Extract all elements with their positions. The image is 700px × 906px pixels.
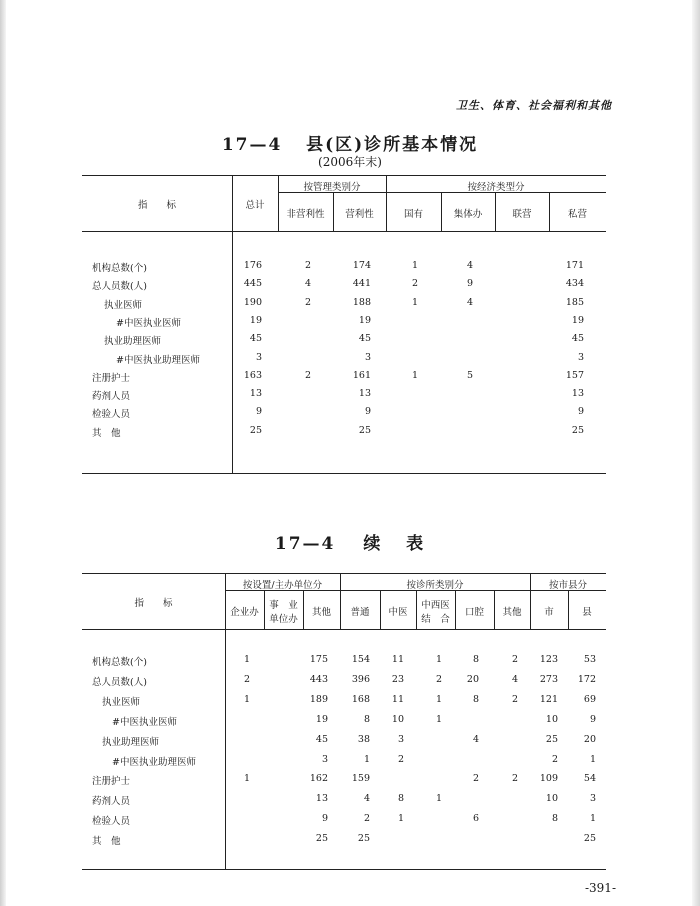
table2-header-general: 普通 xyxy=(350,607,370,618)
table1-vline xyxy=(441,192,442,231)
table-cell: 1 xyxy=(435,693,442,705)
row-label: 机构总数(个) xyxy=(92,263,147,274)
table-cell: 4 xyxy=(363,793,370,805)
table-cell: 441 xyxy=(352,278,371,290)
row-label: 机构总数(个) xyxy=(92,657,147,668)
table-cell: 25 xyxy=(545,733,558,745)
table-cell: 168 xyxy=(351,693,370,705)
table-cell: 1 xyxy=(243,654,250,665)
table-cell: 109 xyxy=(539,773,558,785)
table1-subtitle: (2006年末) xyxy=(318,155,382,169)
table-cell: 20 xyxy=(466,673,479,685)
table1-header-total: 总计 xyxy=(245,200,265,211)
table2-vline xyxy=(303,590,304,629)
table-cell: 123 xyxy=(539,654,558,665)
table-cell: 11 xyxy=(391,693,404,705)
table2-header-integrated-2: 结 合 xyxy=(421,614,450,625)
table-cell: 162 xyxy=(309,773,328,785)
table2-vline xyxy=(455,590,456,629)
table2-header-tcm: 中医 xyxy=(388,607,408,618)
table-cell: 4 xyxy=(472,733,479,745)
row-label: #中医执业助理医师 xyxy=(112,756,196,768)
table-cell: 9 xyxy=(321,813,328,825)
table-cell: 2 xyxy=(511,773,518,785)
table1-vline xyxy=(386,175,387,231)
running-header: 卫生、体育、社会福利和其他 xyxy=(456,99,612,112)
table1-header-nonprofit: 非营利性 xyxy=(286,209,325,220)
row-label: #中医执业医师 xyxy=(112,716,177,728)
table-cell: 3 xyxy=(364,351,371,363)
table1-header-profit: 营利性 xyxy=(345,209,374,220)
row-label: 执业助理医师 xyxy=(102,736,160,748)
table-cell: 185 xyxy=(565,296,584,308)
table-cell: 174 xyxy=(352,260,371,271)
table-cell: 38 xyxy=(357,733,370,745)
table-cell: 45 xyxy=(249,333,262,345)
row-label: 注册护士 xyxy=(92,372,131,384)
table2-title-text-2: 表 xyxy=(406,534,426,554)
table2-title-text-1: 续 xyxy=(363,534,383,554)
table-cell: 25 xyxy=(357,833,370,845)
table1-group-rule xyxy=(278,192,606,193)
table1-header-private: 私营 xyxy=(567,209,587,220)
table2-vline xyxy=(264,590,265,629)
table-cell: 69 xyxy=(583,693,596,705)
table-cell: 175 xyxy=(309,654,328,665)
table2-vline xyxy=(340,573,341,629)
table1-vline xyxy=(549,192,550,231)
table-cell: 1 xyxy=(589,813,596,825)
table1-vline xyxy=(495,192,496,231)
table1-vline xyxy=(278,175,279,231)
table1-title-text: 县(区)诊所基本情况 xyxy=(306,135,479,155)
table-cell: 19 xyxy=(315,713,328,725)
table-cell: 396 xyxy=(351,673,370,685)
table-cell: 2 xyxy=(472,773,479,785)
table-cell: 1 xyxy=(243,693,250,705)
table-cell: 8 xyxy=(397,793,404,805)
table-cell: 5 xyxy=(466,369,473,381)
table2-header-institution-1: 事 业 xyxy=(269,600,298,611)
table1-title-number: 17—4 xyxy=(221,135,283,155)
table-cell: 2 xyxy=(411,278,418,290)
table1-header-group-mgmt: 按管理类别分 xyxy=(303,182,361,193)
row-label: 执业助理医师 xyxy=(104,336,162,348)
table2-vline xyxy=(568,590,569,629)
table1-header-collective: 集体办 xyxy=(453,209,483,220)
table-cell: 23 xyxy=(391,673,404,685)
row-label: #中医执业医师 xyxy=(116,317,181,329)
table-cell: 121 xyxy=(539,693,558,705)
table-cell: 2 xyxy=(397,753,404,765)
table1-vline xyxy=(333,192,334,231)
row-label: 注册护士 xyxy=(92,776,131,788)
table-cell: 1 xyxy=(435,654,442,665)
table-cell: 3 xyxy=(397,733,404,745)
table-cell: 159 xyxy=(351,773,370,785)
table-cell: 2 xyxy=(511,654,518,665)
table-cell: 2 xyxy=(435,673,442,685)
table2-vline xyxy=(416,590,417,629)
table-cell: 1 xyxy=(589,753,596,765)
table-cell: 2 xyxy=(551,753,558,765)
table-cell: 1 xyxy=(363,753,370,765)
table-cell: 20 xyxy=(583,733,596,745)
row-label: 总人员数(人) xyxy=(92,676,147,688)
table2-vline xyxy=(494,590,495,629)
table-cell: 25 xyxy=(249,424,262,436)
table-cell: 2 xyxy=(511,693,518,705)
table-cell: 189 xyxy=(309,693,328,705)
table-cell: 8 xyxy=(472,693,479,705)
table-cell: 9 xyxy=(589,713,596,725)
table-cell: 161 xyxy=(352,369,371,381)
table2-header-other-type: 其他 xyxy=(502,607,522,618)
table-cell: 25 xyxy=(358,424,371,436)
table2-header-group-setup: 按设置/主办单位分 xyxy=(242,580,323,591)
table-cell: 9 xyxy=(364,406,371,418)
table-cell: 171 xyxy=(565,260,584,271)
table2-title xyxy=(0,529,700,554)
row-label: 其 他 xyxy=(92,836,121,848)
table2-vline xyxy=(225,573,226,869)
table-cell: 3 xyxy=(589,793,596,805)
table2-bottom-rule xyxy=(82,869,606,870)
table-cell: 2 xyxy=(304,260,311,271)
page-number: -391- xyxy=(584,881,616,895)
table-cell: 25 xyxy=(571,424,584,436)
table-cell: 4 xyxy=(466,260,473,271)
table-cell: 4 xyxy=(511,673,518,685)
row-label: 检验人员 xyxy=(92,816,131,828)
table-cell: 1 xyxy=(411,260,418,271)
table-cell: 157 xyxy=(565,369,584,381)
row-label: 药剂人员 xyxy=(92,796,131,808)
table-cell: 25 xyxy=(315,833,328,845)
table-cell: 11 xyxy=(391,654,404,665)
table-cell: 3 xyxy=(321,753,328,765)
table2-header-other-setup: 其他 xyxy=(311,607,331,618)
row-label: 检验人员 xyxy=(92,409,131,421)
table2-top-rule xyxy=(82,573,606,574)
table-cell: 434 xyxy=(565,278,584,290)
table-cell: 9 xyxy=(577,406,584,418)
table-cell: 3 xyxy=(255,351,262,363)
table2-header-indicator: 指 标 xyxy=(134,598,173,609)
table1-bottom-rule xyxy=(82,473,606,474)
table1-title xyxy=(0,130,700,155)
table-cell: 8 xyxy=(551,813,558,825)
table-cell: 445 xyxy=(243,278,262,290)
table-cell: 9 xyxy=(255,406,262,418)
table-cell: 4 xyxy=(304,278,311,290)
table-cell: 1 xyxy=(397,813,404,825)
table-cell: 45 xyxy=(571,333,584,345)
table1-header-group-econ: 按经济类型分 xyxy=(467,182,525,193)
table-cell: 53 xyxy=(583,654,596,665)
row-label: 总人员数(人) xyxy=(92,281,147,293)
table1-header-state: 国有 xyxy=(403,209,423,220)
table2-header-enterprise: 企业办 xyxy=(230,607,259,618)
table-cell: 45 xyxy=(315,733,328,745)
table1-header-indicator: 指 标 xyxy=(137,200,176,211)
table-cell: 25 xyxy=(583,833,596,845)
row-label: 执业医师 xyxy=(102,696,141,708)
table-cell: 2 xyxy=(304,296,311,308)
table-cell: 10 xyxy=(391,713,404,725)
table-cell: 13 xyxy=(358,388,371,400)
table-cell: 8 xyxy=(363,713,370,725)
table-cell: 8 xyxy=(472,654,479,665)
table2-header-group-city: 按市县分 xyxy=(548,580,587,591)
table2-group-rule xyxy=(225,590,606,591)
table2-header-rule xyxy=(82,629,606,630)
table-cell: 190 xyxy=(243,296,262,308)
row-label: 执业医师 xyxy=(104,299,143,311)
table2-header-city: 市 xyxy=(544,607,554,618)
table-cell: 9 xyxy=(466,278,473,290)
table-cell: 13 xyxy=(571,388,584,400)
table-cell: 1 xyxy=(411,296,418,308)
table-cell: 1 xyxy=(411,369,418,381)
table-cell: 2 xyxy=(304,369,311,381)
table-cell: 54 xyxy=(583,773,596,785)
table-cell: 273 xyxy=(539,673,558,685)
table-cell: 188 xyxy=(352,296,371,308)
table-cell: 1 xyxy=(435,713,442,725)
table1-header-joint: 联营 xyxy=(512,209,532,220)
table-cell: 172 xyxy=(577,673,596,685)
table-cell: 13 xyxy=(249,388,262,400)
table-cell: 4 xyxy=(466,296,473,308)
table-cell: 13 xyxy=(315,793,328,805)
table-cell: 1 xyxy=(243,773,250,785)
table-cell: 19 xyxy=(249,314,262,326)
table-cell: 3 xyxy=(577,351,584,363)
table-cell: 2 xyxy=(243,673,250,685)
table-cell: 19 xyxy=(358,314,371,326)
table-cell: 176 xyxy=(243,260,262,271)
table1-top-rule xyxy=(82,175,606,176)
table2-header-county: 县 xyxy=(582,607,592,618)
table2-header-group-type: 按诊所类别分 xyxy=(406,580,464,591)
table1-vline xyxy=(232,175,233,473)
row-label: #中医执业助理医师 xyxy=(116,354,200,366)
table2-title-number: 17—4 xyxy=(274,534,336,554)
table-cell: 45 xyxy=(358,333,371,345)
table-cell: 6 xyxy=(472,813,479,825)
table-cell: 10 xyxy=(545,713,558,725)
table-cell: 1 xyxy=(435,793,442,805)
table2-vline xyxy=(530,573,531,629)
row-label: 药剂人员 xyxy=(92,391,131,403)
table2-vline xyxy=(380,590,381,629)
table-cell: 154 xyxy=(351,654,370,665)
table2-header-integrated-1: 中西医 xyxy=(421,600,450,611)
table-cell: 2 xyxy=(363,813,370,825)
table1-header-rule xyxy=(82,231,606,232)
table-cell: 443 xyxy=(309,673,328,685)
table2-header-institution-2: 单位办 xyxy=(269,614,298,625)
table-cell: 10 xyxy=(545,793,558,805)
row-label: 其 他 xyxy=(92,427,121,439)
table-cell: 19 xyxy=(571,314,584,326)
table-cell: 163 xyxy=(243,369,262,381)
table2-header-dental: 口腔 xyxy=(464,607,484,618)
